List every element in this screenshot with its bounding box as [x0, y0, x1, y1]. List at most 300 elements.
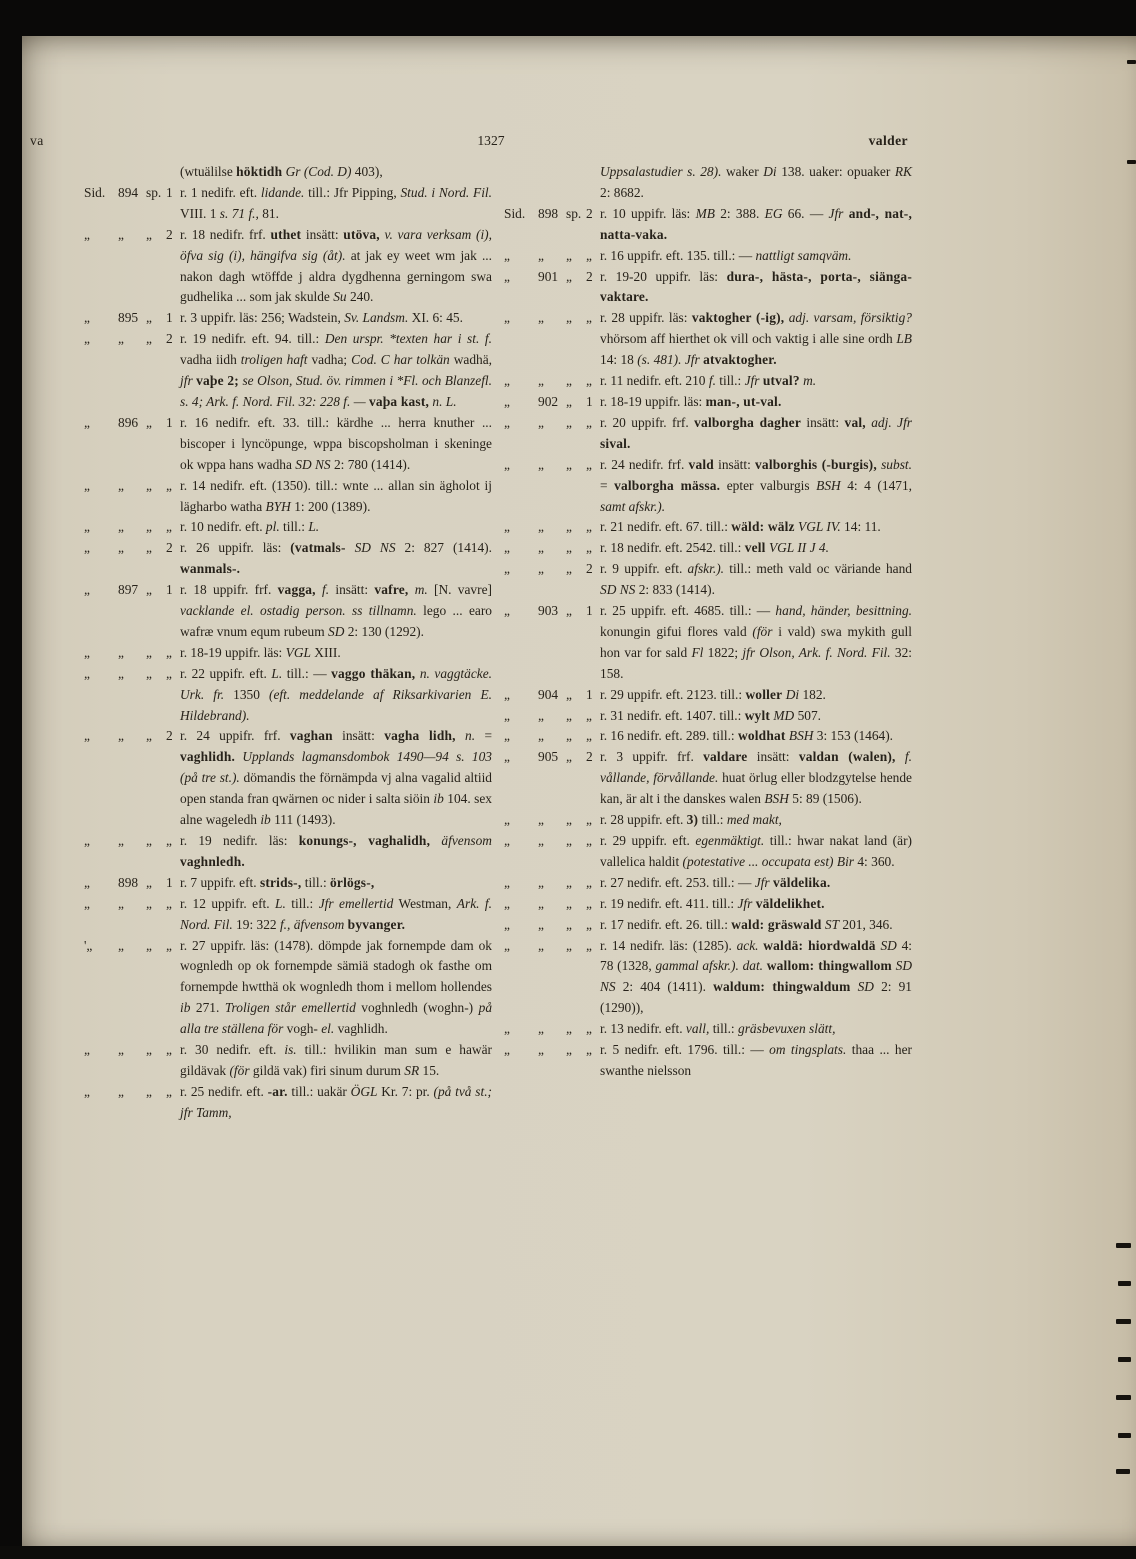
errata-entry [504, 392, 912, 413]
text-segment: Su [333, 289, 347, 305]
scan-artifact [1118, 1357, 1131, 1362]
text-segment: SD NS [354, 540, 396, 556]
text-segment: pl. [265, 519, 280, 535]
text-segment: L. [275, 895, 286, 911]
text-segment: (potestative ... occupata est) [682, 853, 834, 869]
text-segment: väldelika. [772, 874, 831, 890]
ditto-mark: „ [118, 644, 124, 660]
errata-entry [84, 517, 492, 538]
ditto-mark: „ [166, 1083, 172, 1099]
text-segment: s. 71 f., [219, 205, 259, 221]
text-segment: lidande. [260, 184, 305, 200]
ditto-mark: „ [566, 561, 572, 577]
text-segment [851, 979, 858, 994]
ditto-mark: „ [504, 686, 510, 702]
text-segment: ib [260, 812, 271, 828]
ditto-mark: '„ [84, 937, 93, 953]
text-segment: -ar. [267, 1083, 288, 1099]
text-segment: voghnledh (woghn-) [355, 1000, 479, 1016]
text-segment: SD [857, 979, 874, 995]
text-segment: (för [229, 1062, 250, 1078]
text-segment: vaktogher (-ig), [691, 310, 785, 326]
ditto-mark: „ [586, 414, 592, 430]
text-segment: wadhä, [449, 352, 493, 368]
text-segment: r. 25 nedifr. eft. [180, 1083, 268, 1099]
ditto-mark: „ [566, 728, 572, 744]
text-segment: 2: 833 (1414). [635, 582, 715, 598]
ditto-mark: „ [118, 728, 124, 744]
ditto-mark: „ [84, 226, 90, 242]
errata-entry [504, 559, 912, 601]
text-segment: till.: [709, 1021, 738, 1037]
label-text: 1 [586, 603, 593, 619]
text-segment: n. [465, 728, 476, 744]
errata-entry [504, 894, 912, 915]
errata-entry [84, 936, 492, 1041]
text-segment: BSH [764, 791, 789, 807]
text-segment: insätt: [800, 414, 845, 430]
text-segment: f. [708, 373, 716, 389]
ditto-mark: „ [566, 456, 572, 472]
label-text: 2 [586, 561, 593, 577]
ditto-mark: „ [566, 310, 572, 326]
ditto-mark: „ [504, 874, 510, 890]
ditto-mark: „ [586, 874, 592, 890]
ditto-mark: „ [566, 1042, 572, 1058]
ditto-mark: „ [586, 1021, 592, 1037]
text-segment: vaþa kast, [368, 393, 430, 409]
text-segment: r. 19 nedifr. läs: [180, 833, 299, 848]
text-segment: is. [284, 1042, 297, 1058]
text-segment: vaghlidh. [334, 1021, 388, 1037]
text-segment: LB [896, 331, 912, 347]
errata-entry [504, 455, 912, 518]
text-segment: RK [894, 164, 912, 179]
text-segment: till.: [301, 874, 331, 890]
text-segment: = [475, 728, 492, 744]
text-segment: till.: — [282, 665, 332, 681]
text-segment: MB [695, 205, 715, 221]
ditto-mark: „ [586, 247, 592, 263]
text-segment: valdare [703, 749, 748, 765]
text-segment: r. 3 uppifr. frf. [600, 749, 704, 765]
text-segment: konungs-, vaghalidh, [298, 833, 431, 848]
ditto-mark: „ [566, 833, 572, 848]
ditto-mark: „ [166, 665, 172, 681]
entry-margin-label [84, 185, 180, 200]
ditto-mark: „ [538, 874, 544, 890]
entry-margin-label [84, 666, 180, 681]
text-segment: r. 18-19 uppifr. läs: [180, 644, 286, 660]
ditto-mark: „ [146, 477, 152, 493]
entry-margin-label [504, 812, 600, 827]
label-text: 2 [586, 268, 593, 284]
ditto-mark: „ [538, 247, 544, 263]
text-segment: SD NS [600, 582, 636, 598]
text-segment: r. 27 nedifr. eft. 253. till.: — [600, 874, 755, 890]
text-segment: vagga, [277, 582, 316, 598]
errata-entry [84, 726, 492, 831]
text-segment: atvaktogher. [703, 352, 777, 368]
text-segment: vaghlidh. [180, 749, 236, 765]
ditto-mark: „ [538, 707, 544, 723]
ditto-mark: „ [586, 916, 592, 932]
ditto-mark: „ [166, 1042, 172, 1058]
ditto-mark: „ [586, 937, 592, 953]
ditto-mark: „ [586, 707, 592, 723]
ditto-mark: „ [566, 414, 572, 430]
text-segment: VGL IV. [798, 519, 841, 535]
text-segment: Ark. f. Nord. Fil. [180, 895, 492, 932]
text-segment: r. 1 nedifr. eft. [180, 184, 261, 200]
text-segment: gammal afskr.). [655, 958, 739, 974]
entry-margin-label [504, 561, 600, 576]
entry-margin-label [504, 248, 600, 263]
ditto-mark: „ [538, 1042, 544, 1058]
text-segment: Jfr [897, 414, 912, 430]
text-segment: Sv. Landsm. [344, 310, 409, 326]
entry-margin-label [504, 603, 600, 618]
text-segment: BSH [788, 728, 814, 744]
entry-margin-label [84, 875, 180, 890]
text-segment: XI. 6: 45. [408, 310, 463, 326]
label-text: Sid. [504, 205, 526, 221]
ditto-mark: „ [118, 226, 124, 242]
ditto-mark: „ [84, 895, 90, 911]
entry-margin-label [504, 896, 600, 911]
entry-margin-label [84, 1084, 180, 1099]
text-segment: insätt: [332, 728, 385, 744]
text-segment: r. 24 uppifr. frf. [180, 728, 290, 744]
text-segment: v. vara verksam (i), öfva sig (i), hängifva sig (åt). [180, 226, 492, 263]
text-segment: r. 13 nedifr. eft. [600, 1021, 686, 1037]
text-segment: SD NS [600, 958, 912, 995]
ditto-mark: „ [84, 644, 90, 660]
errata-entry [84, 643, 492, 664]
entry-margin-label [84, 645, 180, 660]
text-segment [346, 540, 355, 555]
text-segment: [N. vavre] [427, 582, 492, 598]
text-segment: höktidh [236, 164, 283, 179]
scan-artifact [1116, 1243, 1131, 1248]
ditto-mark: „ [146, 1042, 152, 1058]
text-segment: utöva, [343, 226, 380, 242]
errata-entry [504, 747, 912, 810]
ditto-mark: „ [146, 414, 152, 430]
text-segment: 19: 322 [232, 916, 280, 932]
running-title-right: valder [868, 133, 908, 148]
text-segment: sival. [600, 435, 631, 451]
scan-artifact [1116, 1469, 1130, 1474]
entry-margin-label [84, 833, 180, 848]
text-segment: r. 3 uppifr. läs: 256; Wadstein, [180, 310, 345, 326]
text-segment: 403), [351, 164, 383, 179]
entry-margin-label [504, 833, 600, 848]
text-segment: till.: [715, 373, 745, 389]
ditto-mark: „ [538, 310, 544, 326]
errata-entry [504, 246, 912, 267]
errata-entry [504, 308, 912, 371]
scan-artifact [1116, 1395, 1131, 1400]
text-segment: Kr. 7: pr. [377, 1083, 434, 1099]
text-segment: Den urspr. *texten har i st. f. [324, 331, 492, 347]
text-segment: 14: 18 [600, 352, 638, 368]
text-segment: 4: 4 (1471, [840, 477, 913, 493]
text-segment: m. [414, 582, 428, 598]
entry-margin-label [84, 896, 180, 911]
text-segment: valborgha dagher [694, 414, 801, 430]
errata-entry [504, 204, 912, 246]
text-segment: Jfr [744, 373, 760, 389]
text-segment: MD [773, 707, 795, 723]
text-segment: till.: hvilikin man sum e hawär gildävak [180, 1042, 493, 1078]
text-segment: r. 26 uppifr. läs: [180, 540, 291, 556]
errata-entry [504, 936, 912, 1020]
ditto-mark: „ [504, 519, 510, 535]
errata-entry [84, 1040, 492, 1082]
text-segment: Upplands lagmansdombok 1490—94 s. 103 (på tre st.). [180, 749, 492, 786]
text-segment: till.: Jfr Pipping, [304, 184, 401, 200]
text-segment: Jfr [754, 874, 770, 890]
errata-entry [84, 225, 492, 309]
ditto-mark: „ [566, 268, 572, 284]
text-segment: 138. uaker: opuaker [776, 164, 895, 179]
text-segment: i vald) swa mykith gull hon var for sald [600, 623, 912, 660]
text-segment: byvanger. [347, 916, 406, 932]
errata-entry [84, 308, 492, 329]
ditto-mark: „ [146, 833, 152, 848]
errata-entry [504, 706, 912, 727]
errata-entry [84, 476, 492, 518]
entry-margin-label [504, 917, 600, 932]
entry-margin-label [504, 206, 600, 221]
errata-entry [84, 664, 492, 727]
text-segment: r. 28 uppifr. läs: [600, 310, 692, 326]
text-segment [896, 749, 905, 764]
text-segment: L. [271, 665, 283, 681]
label-text: 904 [538, 686, 559, 702]
errata-entry [504, 1019, 912, 1040]
text-segment: SD NS [295, 456, 331, 472]
text-segment: 182. [799, 686, 826, 702]
entry-margin-label [84, 519, 180, 534]
ditto-mark: „ [566, 247, 572, 263]
label-text: 2 [166, 728, 173, 744]
ditto-mark: „ [84, 582, 90, 598]
ditto-mark: „ [566, 519, 572, 535]
text-segment: r. 19 nedifr. eft. 411. till.: [600, 895, 738, 911]
text-segment: ST [824, 916, 840, 932]
ditto-mark: „ [84, 331, 90, 347]
ditto-mark: „ [146, 1083, 152, 1099]
ditto-mark: „ [566, 707, 572, 723]
text-segment: r. 27 uppifr. läs: (1478). dömpde jak fornempde dam ok wognledh op ok fornempde sämiä stadogh ok fasthe om fornempde hwtthä ok wognledh thom i mellom hollendes [180, 937, 492, 995]
text-segment: Bir [836, 853, 855, 869]
entry-margin-label [504, 457, 600, 472]
ditto-mark: „ [504, 1021, 510, 1037]
errata-entry [504, 726, 912, 747]
ditto-mark: „ [146, 895, 152, 911]
errata-entry [504, 601, 912, 685]
ditto-mark: „ [84, 833, 90, 848]
text-segment: r. 16 uppifr. eft. 135. till.: — [600, 247, 756, 263]
text-segment: r. 10 uppifr. läs: [600, 205, 696, 221]
text-segment: BYH [265, 498, 291, 514]
text-segment: r. 18 uppifr. frf. [180, 582, 278, 598]
text-segment: r. 21 nedifr. eft. 67. till.: [600, 519, 732, 535]
errata-entry [504, 685, 912, 706]
ditto-mark: „ [538, 373, 544, 389]
ditto-mark: „ [146, 226, 152, 242]
errata-entry [504, 915, 912, 936]
label-text: 898 [538, 205, 559, 221]
text-segment: utval? [762, 373, 800, 389]
errata-entry [504, 538, 912, 559]
ditto-mark: „ [566, 812, 572, 828]
text-segment: valdan (walen), [798, 749, 896, 765]
ditto-mark: „ [504, 749, 510, 765]
text-segment: r. 24 nedifr. frf. [600, 456, 689, 472]
text-segment: valborgha mässa. [614, 477, 721, 493]
text-segment: 4: 360. [854, 853, 895, 869]
text-segment: r. 20 uppifr. frf. [600, 414, 695, 430]
text-segment: 104. sex alne wageledh [180, 791, 492, 828]
ditto-mark: „ [586, 373, 592, 389]
text-segment: r. 7 uppifr. eft. [180, 874, 260, 890]
label-text: 1 [586, 686, 593, 702]
errata-entry [84, 580, 492, 643]
label-text: 2 [166, 226, 173, 242]
ditto-mark: „ [566, 937, 572, 953]
text-segment: 2: 827 (1414). [395, 540, 492, 556]
errata-entry [84, 1082, 492, 1124]
label-text: 902 [538, 393, 559, 409]
text-segment: Troligen står emellertid [224, 1000, 356, 1016]
entry-margin-label [504, 938, 600, 953]
ditto-mark: „ [586, 519, 592, 535]
ditto-mark: „ [504, 833, 510, 848]
errata-entry [84, 894, 492, 936]
text-segment: 3: 153 (1464). [813, 728, 894, 744]
text-segment: afskr.). [687, 561, 724, 577]
text-segment: 507. [794, 707, 822, 723]
text-segment: 5: 89 (1506). [788, 791, 862, 807]
text-segment: (eft. meddelande af Riksarkivarien E. Hildebrand). [180, 686, 492, 723]
ditto-mark: „ [538, 833, 544, 848]
text-segment: man-, ut-val. [705, 393, 782, 409]
text-segment: 66. — [782, 205, 829, 221]
ditto-mark: „ [504, 561, 510, 577]
label-text: 903 [538, 603, 559, 619]
ditto-mark: „ [504, 937, 510, 953]
text-segment: insätt: [747, 749, 799, 765]
ditto-mark: „ [118, 833, 124, 848]
text-segment: lego ... earo wafræ vnum equm rubeum [180, 603, 492, 639]
text-segment: vald [688, 456, 714, 472]
ditto-mark: „ [538, 456, 544, 472]
text-segment: vafre, [374, 582, 409, 598]
ditto-mark: „ [566, 1021, 572, 1037]
text-segment: VGL [285, 644, 311, 660]
text-segment: till.: meth vald oc väriande hand [724, 561, 912, 577]
text-segment: Stud. i Nord. Fil. [400, 184, 492, 200]
errata-entry [504, 267, 912, 309]
text-segment: at jak ey weet wm jak ... nakon dagh wtöffde j aldra dygdhenna gerningom swa gudhelika ... som jak skulde [180, 247, 492, 305]
text-segment: Jfr emellertid [318, 895, 394, 911]
ditto-mark: „ [166, 895, 172, 911]
text-segment: (vatmals- [290, 540, 346, 556]
text-segment: r. 11 nedifr. eft. 210 [600, 373, 709, 389]
column-right [504, 162, 912, 1124]
ditto-mark: „ [84, 310, 90, 326]
ditto-mark: „ [504, 268, 510, 284]
text-segment: r. 31 nedifr. eft. 1407. till.: [600, 707, 745, 723]
errata-entry [504, 517, 912, 538]
errata-entry [84, 329, 492, 413]
text-segment: 1350 [224, 686, 269, 702]
text-segment: r. 10 nedifr. eft. [180, 519, 266, 535]
text-segment: r. 9 uppifr. eft. [600, 561, 688, 577]
ditto-mark: „ [504, 540, 510, 556]
text-segment: (wtuälilse [180, 164, 237, 179]
text-segment: r. 18-19 uppifr. läs: [600, 393, 706, 409]
ditto-mark: „ [504, 373, 510, 389]
text-segment: adj. [871, 414, 892, 430]
text-segment: till.: [285, 895, 319, 911]
text-segment: 2: 91 (1290)), [600, 979, 912, 1016]
ditto-mark: „ [566, 603, 572, 619]
ditto-mark: „ [146, 582, 152, 598]
label-text: 896 [118, 414, 139, 430]
text-segment: vaghan [289, 728, 333, 744]
text-segment: konungin gifui flores vald [600, 623, 753, 639]
label-text: 898 [118, 874, 139, 890]
text-segment: vacklande el. ostadig person. ss tillnamn. [180, 603, 417, 619]
text-segment: 14: 11. [840, 519, 881, 535]
ditto-mark: „ [538, 895, 544, 911]
entry-margin-label [504, 728, 600, 743]
scan-artifact [1116, 1319, 1131, 1324]
ditto-mark: „ [146, 874, 152, 890]
entry-margin-label [84, 938, 180, 953]
ditto-mark: „ [504, 728, 510, 744]
ditto-mark: „ [84, 1042, 90, 1058]
label-text: 2 [586, 749, 593, 765]
ditto-mark: „ [118, 540, 124, 556]
text-segment: r. 14 nedifr. läs: (1285). [600, 937, 737, 953]
text-segment: EG [764, 205, 783, 221]
scan-edge-top [0, 0, 1136, 36]
text-segment: r. 5 nedifr. eft. 1796. till.: — [600, 1042, 770, 1058]
ditto-mark: „ [586, 310, 592, 326]
label-text: 1 [166, 582, 173, 598]
text-segment: f. [321, 582, 330, 598]
text-segment: Di [785, 686, 800, 702]
page [22, 36, 1136, 1546]
scan-artifact [1118, 1433, 1131, 1438]
text-segment: gräsbevuxen slätt, [738, 1021, 836, 1037]
ditto-mark: „ [84, 414, 90, 430]
text-segment: Jfr [828, 205, 844, 221]
text-segment: r. 22 uppifr. eft. [180, 665, 272, 681]
text-segment: Fl [691, 644, 704, 660]
text-segment: r. 17 nedifr. eft. 26. till.: [600, 916, 732, 932]
text-segment: 81. [258, 205, 279, 221]
text-segment: SR [404, 1062, 420, 1078]
text-segment: om tingsplats. [769, 1042, 847, 1058]
entry-margin-label [84, 478, 180, 493]
continuation-entry [504, 162, 912, 204]
